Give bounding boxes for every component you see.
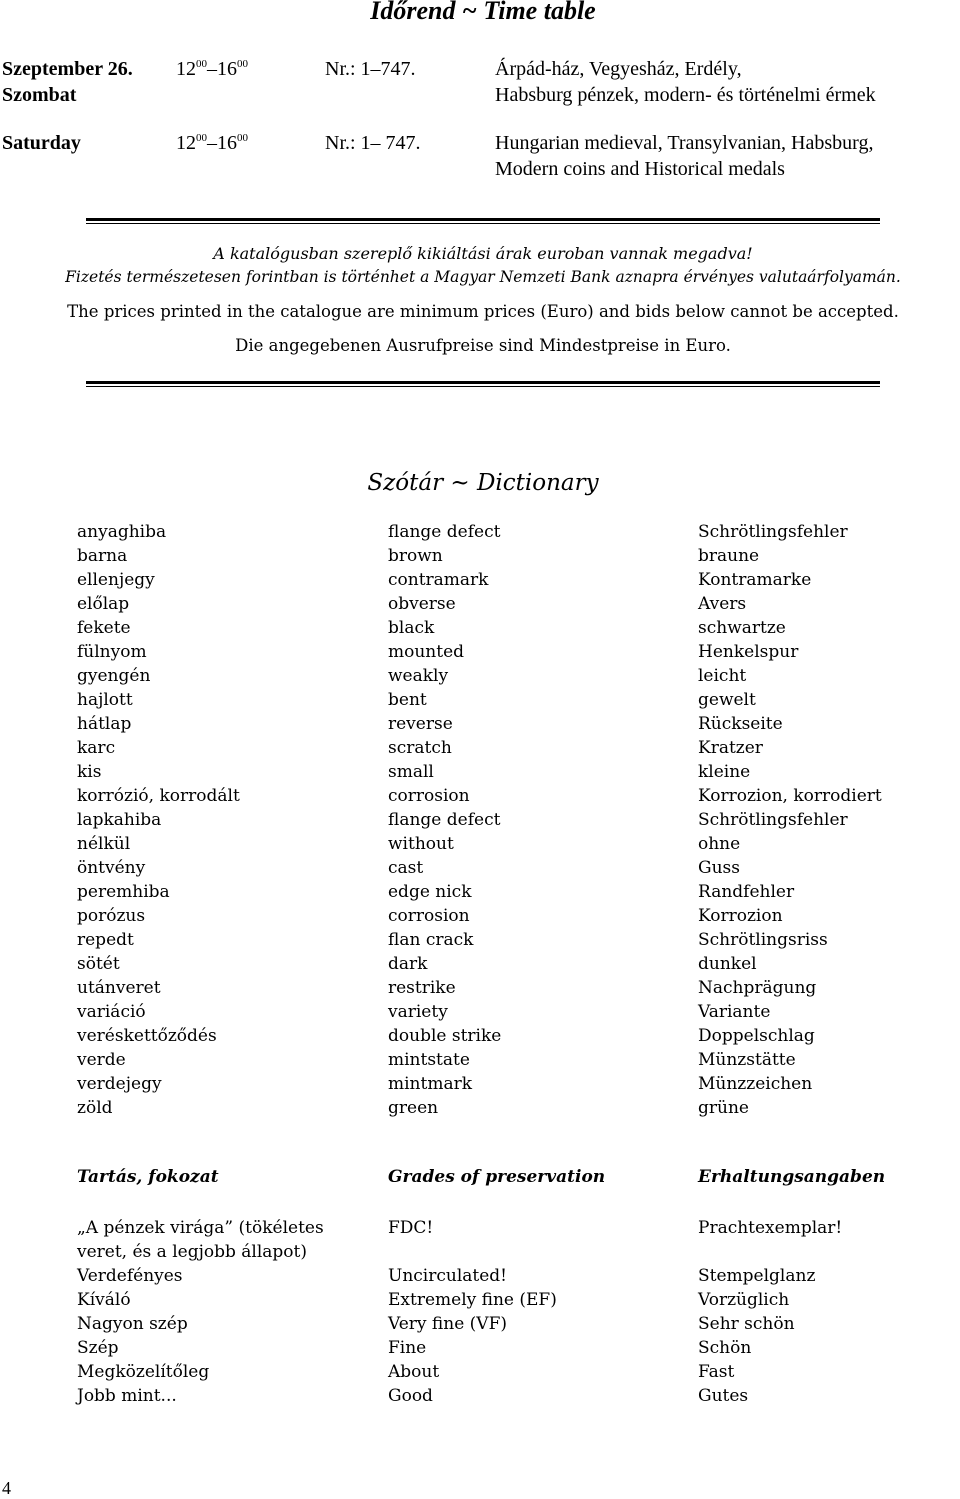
session-topic: Hungarian medieval, Transylvanian, Habsburg,: [495, 132, 874, 154]
dictionary-term: brown: [388, 546, 443, 566]
grade-term: Fast: [698, 1362, 735, 1382]
notice-line: The prices printed in the catalogue are minimum prices (Euro) and bids below cannot be accepted.: [67, 302, 899, 321]
grade-term: Gutes: [698, 1386, 749, 1406]
dictionary-term: double strike: [388, 1026, 502, 1046]
day-label: Szombat: [2, 84, 77, 106]
dictionary-term: flan crack: [388, 930, 474, 950]
dictionary-term: öntvény: [77, 858, 146, 878]
dictionary-term: schwartze: [698, 618, 786, 638]
dictionary-term: veréskettőződés: [77, 1026, 217, 1046]
grades-column-hungarian: [77, 1216, 347, 1408]
notice-line: A katalógusban szereplő kikiáltási árak euroban vannak megadva!: [213, 244, 753, 263]
dictionary-term: korrózió, korrodált: [77, 786, 240, 806]
grade-term: Good: [388, 1386, 433, 1406]
grade-term: FDC!: [388, 1218, 434, 1238]
dictionary-term: Korrozion, korrodiert: [698, 786, 882, 806]
dictionary-term: Schrötlingsfehler: [698, 522, 848, 542]
dictionary-term: obverse: [388, 594, 456, 614]
dictionary-column-hungarian: [77, 520, 240, 1120]
grade-term: Verdefényes: [77, 1266, 183, 1286]
grade-term: „A pénzek virága” (tökéletes veret, és a legjobb állapot): [77, 1218, 324, 1262]
dictionary-term: reverse: [388, 714, 453, 734]
dictionary-term: Avers: [698, 594, 747, 614]
dictionary-term: lapkahiba: [77, 810, 162, 830]
grade-term: Kíváló: [77, 1290, 131, 1310]
dictionary-term: leicht: [698, 666, 747, 686]
grades-header: Erhaltungsangaben: [698, 1167, 886, 1187]
dictionary-term: cast: [388, 858, 424, 878]
dictionary-term: zöld: [77, 1098, 113, 1118]
dictionary-term: variety: [388, 1002, 448, 1022]
dictionary-term: gewelt: [698, 690, 756, 710]
dictionary-term: without: [388, 834, 454, 854]
dictionary-term: Münzzeichen: [698, 1074, 813, 1094]
dictionary-term: peremhiba: [77, 882, 170, 902]
dictionary-term: bent: [388, 690, 427, 710]
dictionary-term: Schrötlingsfehler: [698, 810, 848, 830]
session-topic: Modern coins and Historical medals: [495, 158, 785, 180]
dictionary-term: flange defect: [388, 810, 501, 830]
dictionary-term: dunkel: [698, 954, 757, 974]
dictionary-term: hátlap: [77, 714, 132, 734]
dictionary-term: utánveret: [77, 978, 161, 998]
dictionary-column-english: [388, 520, 501, 1120]
dictionary-term: restrike: [388, 978, 456, 998]
day-label: Saturday: [2, 132, 81, 154]
dictionary-term: kleine: [698, 762, 751, 782]
grades-column-english: [388, 1216, 678, 1408]
dictionary-term: előlap: [77, 594, 130, 614]
divider-rule: [86, 381, 880, 387]
grade-term: Stempelglanz: [698, 1266, 816, 1286]
dictionary-term: nélkül: [77, 834, 131, 854]
dictionary-term: verdejegy: [77, 1074, 162, 1094]
grade-term: Uncirculated!: [388, 1266, 508, 1286]
dictionary-term: karc: [77, 738, 116, 758]
dictionary-term: Korrozion: [698, 906, 783, 926]
dictionary-term: gyengén: [77, 666, 151, 686]
grade-term: Schön: [698, 1338, 752, 1358]
dictionary-term: anyaghiba: [77, 522, 167, 542]
session-topic: Árpád-ház, Vegyesház, Erdély,: [495, 58, 742, 80]
grade-term: Vorzüglich: [698, 1290, 790, 1310]
dictionary-term: Henkelspur: [698, 642, 799, 662]
grades-header: Grades of preservation: [388, 1167, 606, 1187]
dictionary-term: ellenjegy: [77, 570, 155, 590]
notice-line: Die angegebenen Ausrufpreise sind Mindestpreise in Euro.: [235, 336, 731, 355]
dictionary-term: verde: [77, 1050, 126, 1070]
dictionary-term: Kontramarke: [698, 570, 812, 590]
dictionary-term: Kratzer: [698, 738, 763, 758]
dictionary-term: contramark: [388, 570, 489, 590]
dictionary-term: mounted: [388, 642, 465, 662]
notice-line: Fizetés természetesen forintban is történhet a Magyar Nemzeti Bank aznapra érvényes valutaárfolyamán.: [65, 268, 901, 286]
dictionary-term: Münzstätte: [698, 1050, 796, 1070]
dictionary-term: Schrötlingsriss: [698, 930, 828, 950]
grade-term: Megközelítőleg: [77, 1362, 210, 1382]
dictionary-term: corrosion: [388, 906, 470, 926]
lot-range: Nr.: 1– 747.: [325, 132, 421, 154]
grade-term: Fine: [388, 1338, 427, 1358]
grade-term: About: [388, 1362, 440, 1382]
page-number: 4: [2, 1478, 11, 1498]
grade-term: Extremely fine (EF): [388, 1290, 557, 1310]
dictionary-term: porózus: [77, 906, 146, 926]
dictionary-column-german: [698, 520, 882, 1120]
dictionary-term: small: [388, 762, 434, 782]
dictionary-term: Randfehler: [698, 882, 795, 902]
dictionary-term: Guss: [698, 858, 740, 878]
grade-term: Szép: [77, 1338, 119, 1358]
grade-term: Sehr schön: [698, 1314, 795, 1334]
dictionary-term: hajlott: [77, 690, 133, 710]
grades-column-german: [698, 1216, 948, 1408]
dictionary-term: fekete: [77, 618, 131, 638]
dictionary-term: weakly: [388, 666, 449, 686]
dictionary-term: edge nick: [388, 882, 472, 902]
dictionary-term: green: [388, 1098, 439, 1118]
dictionary-term: black: [388, 618, 435, 638]
dictionary-term: ohne: [698, 834, 741, 854]
dictionary-title: Szótár ~ Dictionary: [367, 470, 599, 496]
dictionary-term: flange defect: [388, 522, 501, 542]
dictionary-term: mintstate: [388, 1050, 470, 1070]
day-label: Szeptember 26.: [2, 58, 133, 80]
grade-term: Very fine (VF): [388, 1314, 507, 1334]
dictionary-term: Doppelschlag: [698, 1026, 815, 1046]
session-topic: Habsburg pénzek, modern- és történelmi érmek: [495, 84, 876, 106]
grade-term: Prachtexemplar!: [698, 1218, 843, 1238]
dictionary-term: Nachprägung: [698, 978, 817, 998]
time-range: $12^{00}-16^{00}$: [176, 58, 248, 80]
dictionary-term: braune: [698, 546, 760, 566]
dictionary-term: sötét: [77, 954, 120, 974]
dictionary-term: barna: [77, 546, 128, 566]
page-title: Időrend ~ Time table: [370, 0, 596, 25]
dictionary-term: mintmark: [388, 1074, 473, 1094]
time-range: $12^{00}-16^{00}$: [176, 132, 248, 154]
dictionary-term: grüne: [698, 1098, 749, 1118]
dictionary-term: fülnyom: [77, 642, 147, 662]
dictionary-term: Rückseite: [698, 714, 783, 734]
dictionary-term: Variante: [698, 1002, 771, 1022]
grade-term: Nagyon szép: [77, 1314, 188, 1334]
dictionary-term: dark: [388, 954, 428, 974]
grade-term: Jobb mint...: [77, 1386, 177, 1406]
divider-rule: [86, 218, 880, 224]
dictionary-term: repedt: [77, 930, 134, 950]
dictionary-term: variáció: [77, 1002, 146, 1022]
dictionary-term: corrosion: [388, 786, 470, 806]
dictionary-term: scratch: [388, 738, 452, 758]
lot-range: Nr.: 1–747.: [325, 58, 416, 80]
dictionary-term: kis: [77, 762, 102, 782]
grades-header: Tartás, fokozat: [77, 1167, 219, 1187]
